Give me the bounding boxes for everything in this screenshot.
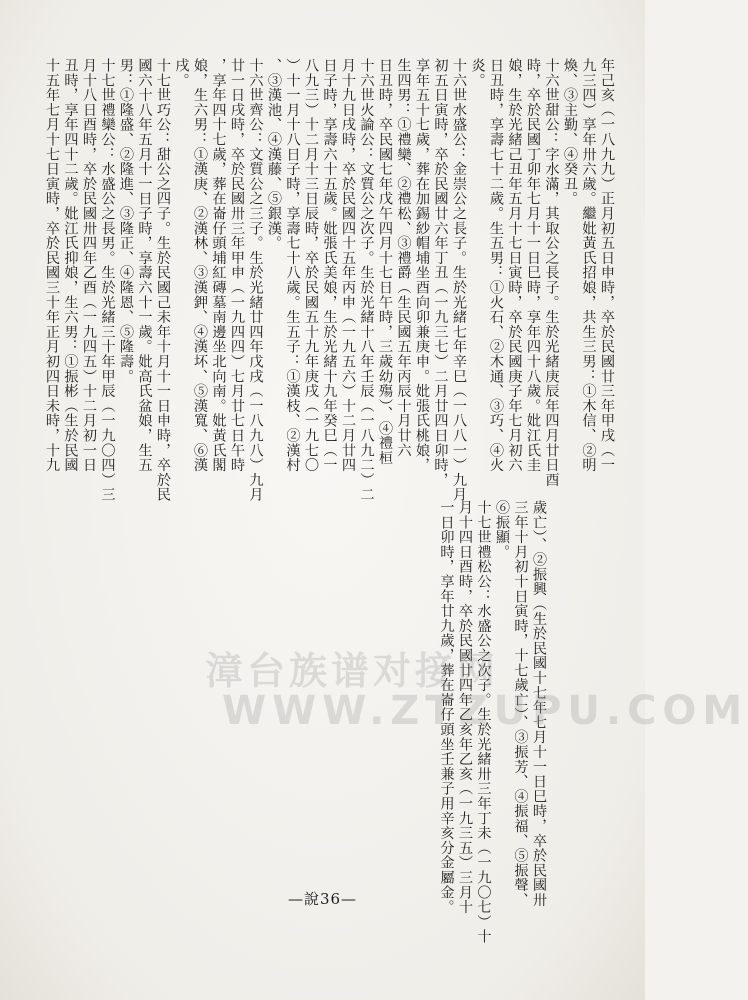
text-column: 八九三）十二月十三日辰時，卒於民國五十九年庚戌（一九七〇 [303, 58, 319, 473]
text-column: 娘，生於光緒己丑年五月十七日寅時，卒於民國庚子年七月初六 [506, 58, 523, 473]
text-column: ⑥振顯。 [494, 500, 510, 560]
text-column: 歲亡）、②振興（生於民國十七年七月十一日巳時，卒於民國卅 [531, 500, 547, 908]
text-column: 男：①隆盛、②隆進、③隆正、④隆恩、⑤隆壽。 [118, 58, 134, 384]
watermark-text: 漳台族谱对接网 [205, 649, 500, 693]
text-column: 享年五十七歲，葬在加錫紗帽埔坐酉向卯兼庚申。妣張氏桃娘， [414, 58, 430, 473]
text-column: 國六十八年五月十一日子時，享壽六十一歲。妣高氏盆娘，生五 [136, 58, 153, 473]
text-column: ，享年四十七歲，葬在崙仔頭埔紅磚墓南邊坐北向南。妣黃氏閣 [210, 58, 227, 473]
text-column: 、③漢池、④漢藤、⑤銀漢。 [266, 58, 282, 251]
text-column: 一日卯時，享年廿九歲，葬在崙仔頭坐壬兼子用辛亥分金屬金。 [438, 500, 455, 915]
text-column: 月十八日酉時，卒於民國卅四年乙酉（一九四五）十二月初一日 [81, 58, 97, 473]
text-column: 日丑時，享壽七十二歲。生五男：①火石、②木通、③巧、④火 [488, 58, 504, 473]
text-column: 十六世齊公：文質公之三子。生於光緒廿四年戊戌（一八九八）九月 [247, 58, 264, 502]
text-column: 戌。 [173, 58, 190, 88]
text-column: 娘，生六男：①漢庚、②漢林、③漢鉀、④漢坏、⑤漢寬、⑥漢 [192, 58, 208, 473]
text-column: 月十四日酉時，卒於民國廿四年乙亥年乙亥（一九三五）三月十 [457, 500, 473, 915]
text-column: 十七世禮松公：水盛公之次子。生於光緒卅三年丁未（一九〇七）十 [475, 500, 492, 944]
text-column: 日丑時，卒民國七年戊午四月十七日午時，三歲幼殤）、④禮桓 [377, 58, 393, 466]
text-column: 十七世禮欒公：水盛公之長男。生於光緒三十年甲辰（一九〇四）三 [99, 58, 116, 502]
text-column: ）十一月十八日子時，享壽七十八歲。生五子：①漢枝、②漢村 [284, 58, 301, 473]
text-column: 十七世巧公：甜公之四子。生於民國己未年十月十一日申時，卒於民 [155, 58, 171, 502]
text-column: 初五日寅時，卒於民國廿六年丁丑（一九三七）二月廿四日卯時， [432, 58, 449, 488]
text-column: 三年十月初十日寅時，十七歲亡）、③振芳、④振福、⑤振聲、 [512, 500, 529, 908]
text-column: 丑時，享年四十二歲。妣江氏抑娘，生六男：①振彬（生於民國 [62, 58, 79, 473]
text-column: 年己亥（一八九九）正月初五日申時，卒於民國廿三年甲戌（一 [599, 58, 615, 473]
text-column: 生四男：①禮欒、②禮松、③禮爵（生民國五年丙辰十月廿六 [395, 58, 412, 458]
text-column: 日子時，享壽六十五歲。妣張氏美娘，生於光緒十九年癸巳（一 [321, 58, 338, 473]
text-column: 煥、③主勤、④癸丑。 [562, 58, 578, 206]
text-column: 十五年七月十七日寅時，卒於民國三十年正月初四日未時，十九 [44, 58, 60, 473]
text-column: 十六世火論公：文質公之次子。生於光緒十八年壬辰（一八九二）二 [358, 58, 375, 502]
text-column: 廿一日戌時，卒於民國卅三年甲申（一九四四）七月廿七日午時 [229, 58, 245, 473]
text-column: 月十九日戌時，卒於民國四十五年丙申（一九五六）十二月廿四 [340, 58, 356, 473]
text-column: 十六世甜公：字水滿，其取公之長子。生於光緒庚辰年四月廿日酉 [543, 58, 560, 488]
text-column: 九三四）享年卅六歲。繼妣黃氏招娘，共生三男：①木信、②明 [580, 58, 597, 473]
text-column: 十六世水盛公：金崇公之長子。生於光緒七年辛巳（一八八一）九月 [451, 58, 467, 502]
text-column: 炎。 [469, 58, 486, 88]
page-number: —說36— [287, 890, 358, 908]
text-column: 時，卒於民國丁卯年七月十一日巳時，享年四十八歲。妣江氏圭 [525, 58, 541, 473]
watermark-url: WWW.ZTZUPU.COM [222, 688, 748, 734]
